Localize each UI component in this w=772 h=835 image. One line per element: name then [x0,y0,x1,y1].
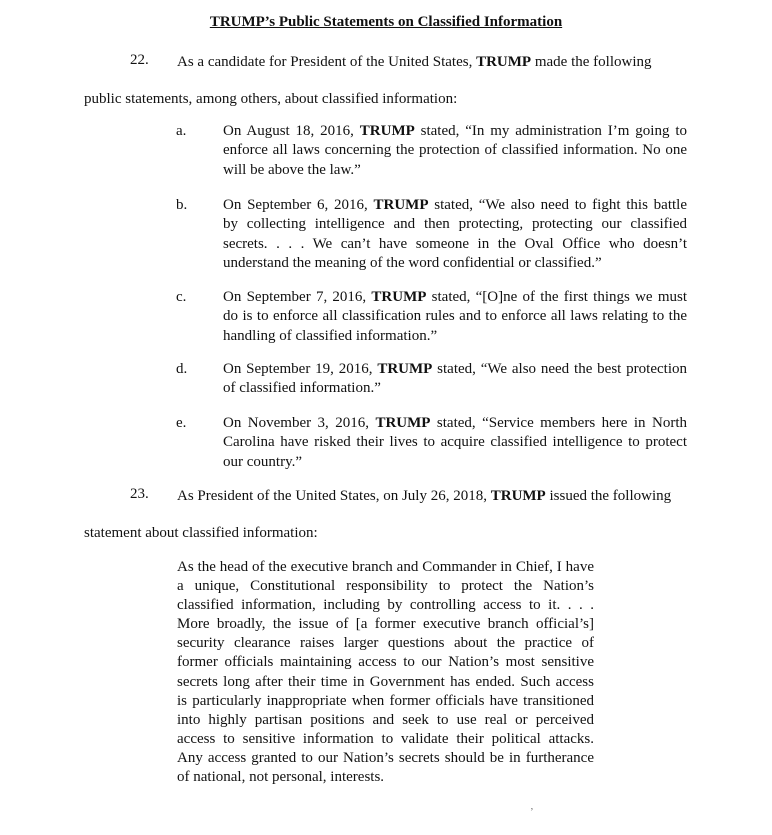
list-item-text-pre: On September 6, 2016, [223,197,374,213]
list-item-text-pre: On September 19, 2016, [223,361,378,377]
quote-line: is particularly inappropriate when former officials have transitioned [177,692,594,709]
list-item-line [223,414,687,433]
paragraph-22-text-pre: As a candidate for President of the United States, [177,54,477,70]
list-item-bold-name: TRUMP [373,197,429,213]
list-item-line [223,122,687,141]
list-item-letter: b. [176,197,188,213]
list-item-text-post: stated, “We also need to fight this battle [428,197,687,213]
scan-speck: ʼ [530,806,534,818]
list-item-line: will be above the law.” [223,161,361,178]
paragraph-23-line-2: statement about classified information: [84,525,318,541]
quote-line: a unique, Constitutional responsibility to protect the Nation’s [177,578,594,595]
list-item-text-post: stated, “In my administration I’m going to [414,123,687,139]
paragraph-23-text-post: issued the following [545,488,672,504]
list-item-bold-name: TRUMP [359,123,415,139]
paragraph-22-number: 22. [130,52,149,68]
list-item-letter: d. [176,361,188,377]
quote-line: Any access granted to our Nation’s secrets should be in furtherance [177,749,594,766]
list-item-line: do is to enforce all classification rules and to enforce all laws relating to the [223,308,687,325]
quote-line: As the head of the executive branch and Commander in Chief, I have [177,559,594,575]
list-item-line: by collecting intelligence and then protecting, protecting our classified [223,216,687,233]
quote-line: into highly partisan positions and seek to use real or perceived [177,711,594,728]
block-quote [177,558,594,787]
paragraph-23-number: 23. [130,486,149,502]
paragraph-23-text-pre: As President of the United States, on July 26, 2018, [177,488,491,504]
list-item-text-post: stated, “[O]ne of the first things we must [426,289,687,305]
list-item-text-pre: On September 7, 2016, [223,289,372,305]
paragraph-23-line-1 [177,486,671,506]
list-item-line: our country.” [223,453,302,470]
paragraph-22-line-1 [177,52,651,72]
quote-line: secrets long after their time in Government has ended. Such access [177,673,594,690]
quote-line: access to sensitive information to validate their political attacks. [177,730,594,747]
quote-line: classified information, including by controlling access to it. . . . [177,597,594,614]
list-item-text-post: stated, “We also need the best protection [432,361,687,377]
list-item-line: handling of classified information.” [223,327,438,344]
paragraph-22-line-2: public statements, among others, about classified information: [84,91,458,107]
list-item-bold-name: TRUMP [377,361,433,377]
list-item-bold-name: TRUMP [375,415,431,431]
list-item-line: Carolina have risked their lives to acquire classified intelligence to protect [223,434,687,451]
section-heading: TRUMP’s Public Statements on Classified Information [209,14,563,30]
list-item-text-pre: On August 18, 2016, [223,123,360,139]
list-item-line [223,288,687,307]
list-item-text [223,288,687,346]
quote-line: of national, not personal, interests. [177,769,385,786]
list-item-text [223,360,687,399]
quote-line: More broadly, the issue of [a former executive branch official’s] [177,616,594,633]
list-item-line [223,196,687,215]
list-item-text-pre: On November 3, 2016, [223,415,376,431]
list-item-text-post: stated, “Service members here in North [430,415,687,431]
list-item-letter: a. [176,123,187,139]
paragraph-22-bold-name: TRUMP [476,54,532,70]
quote-line: security clearance raises larger questions about the practice of [177,635,594,652]
list-item-text [223,414,687,472]
paragraph-22-text-post: made the following [531,54,652,70]
quote-line: former officials maintaining access to our Nation’s most sensitive [177,654,594,671]
list-item-line: enforce all laws concerning the protection of classified information. No one [223,142,687,159]
list-item-letter: e. [176,415,187,431]
paragraph-23-bold-name: TRUMP [490,488,546,504]
list-item-line: understand the meaning of the word confidential or classified.” [223,254,602,271]
list-item-text [223,196,687,273]
list-item-bold-name: TRUMP [371,289,427,305]
list-item-line: secrets. . . . We can’t have someone in the Oval Office who doesn’t [223,235,687,252]
list-item-letter: c. [176,289,187,305]
list-item-line: of classified information.” [223,380,381,397]
list-item-line [223,360,687,379]
list-item-text [223,122,687,180]
